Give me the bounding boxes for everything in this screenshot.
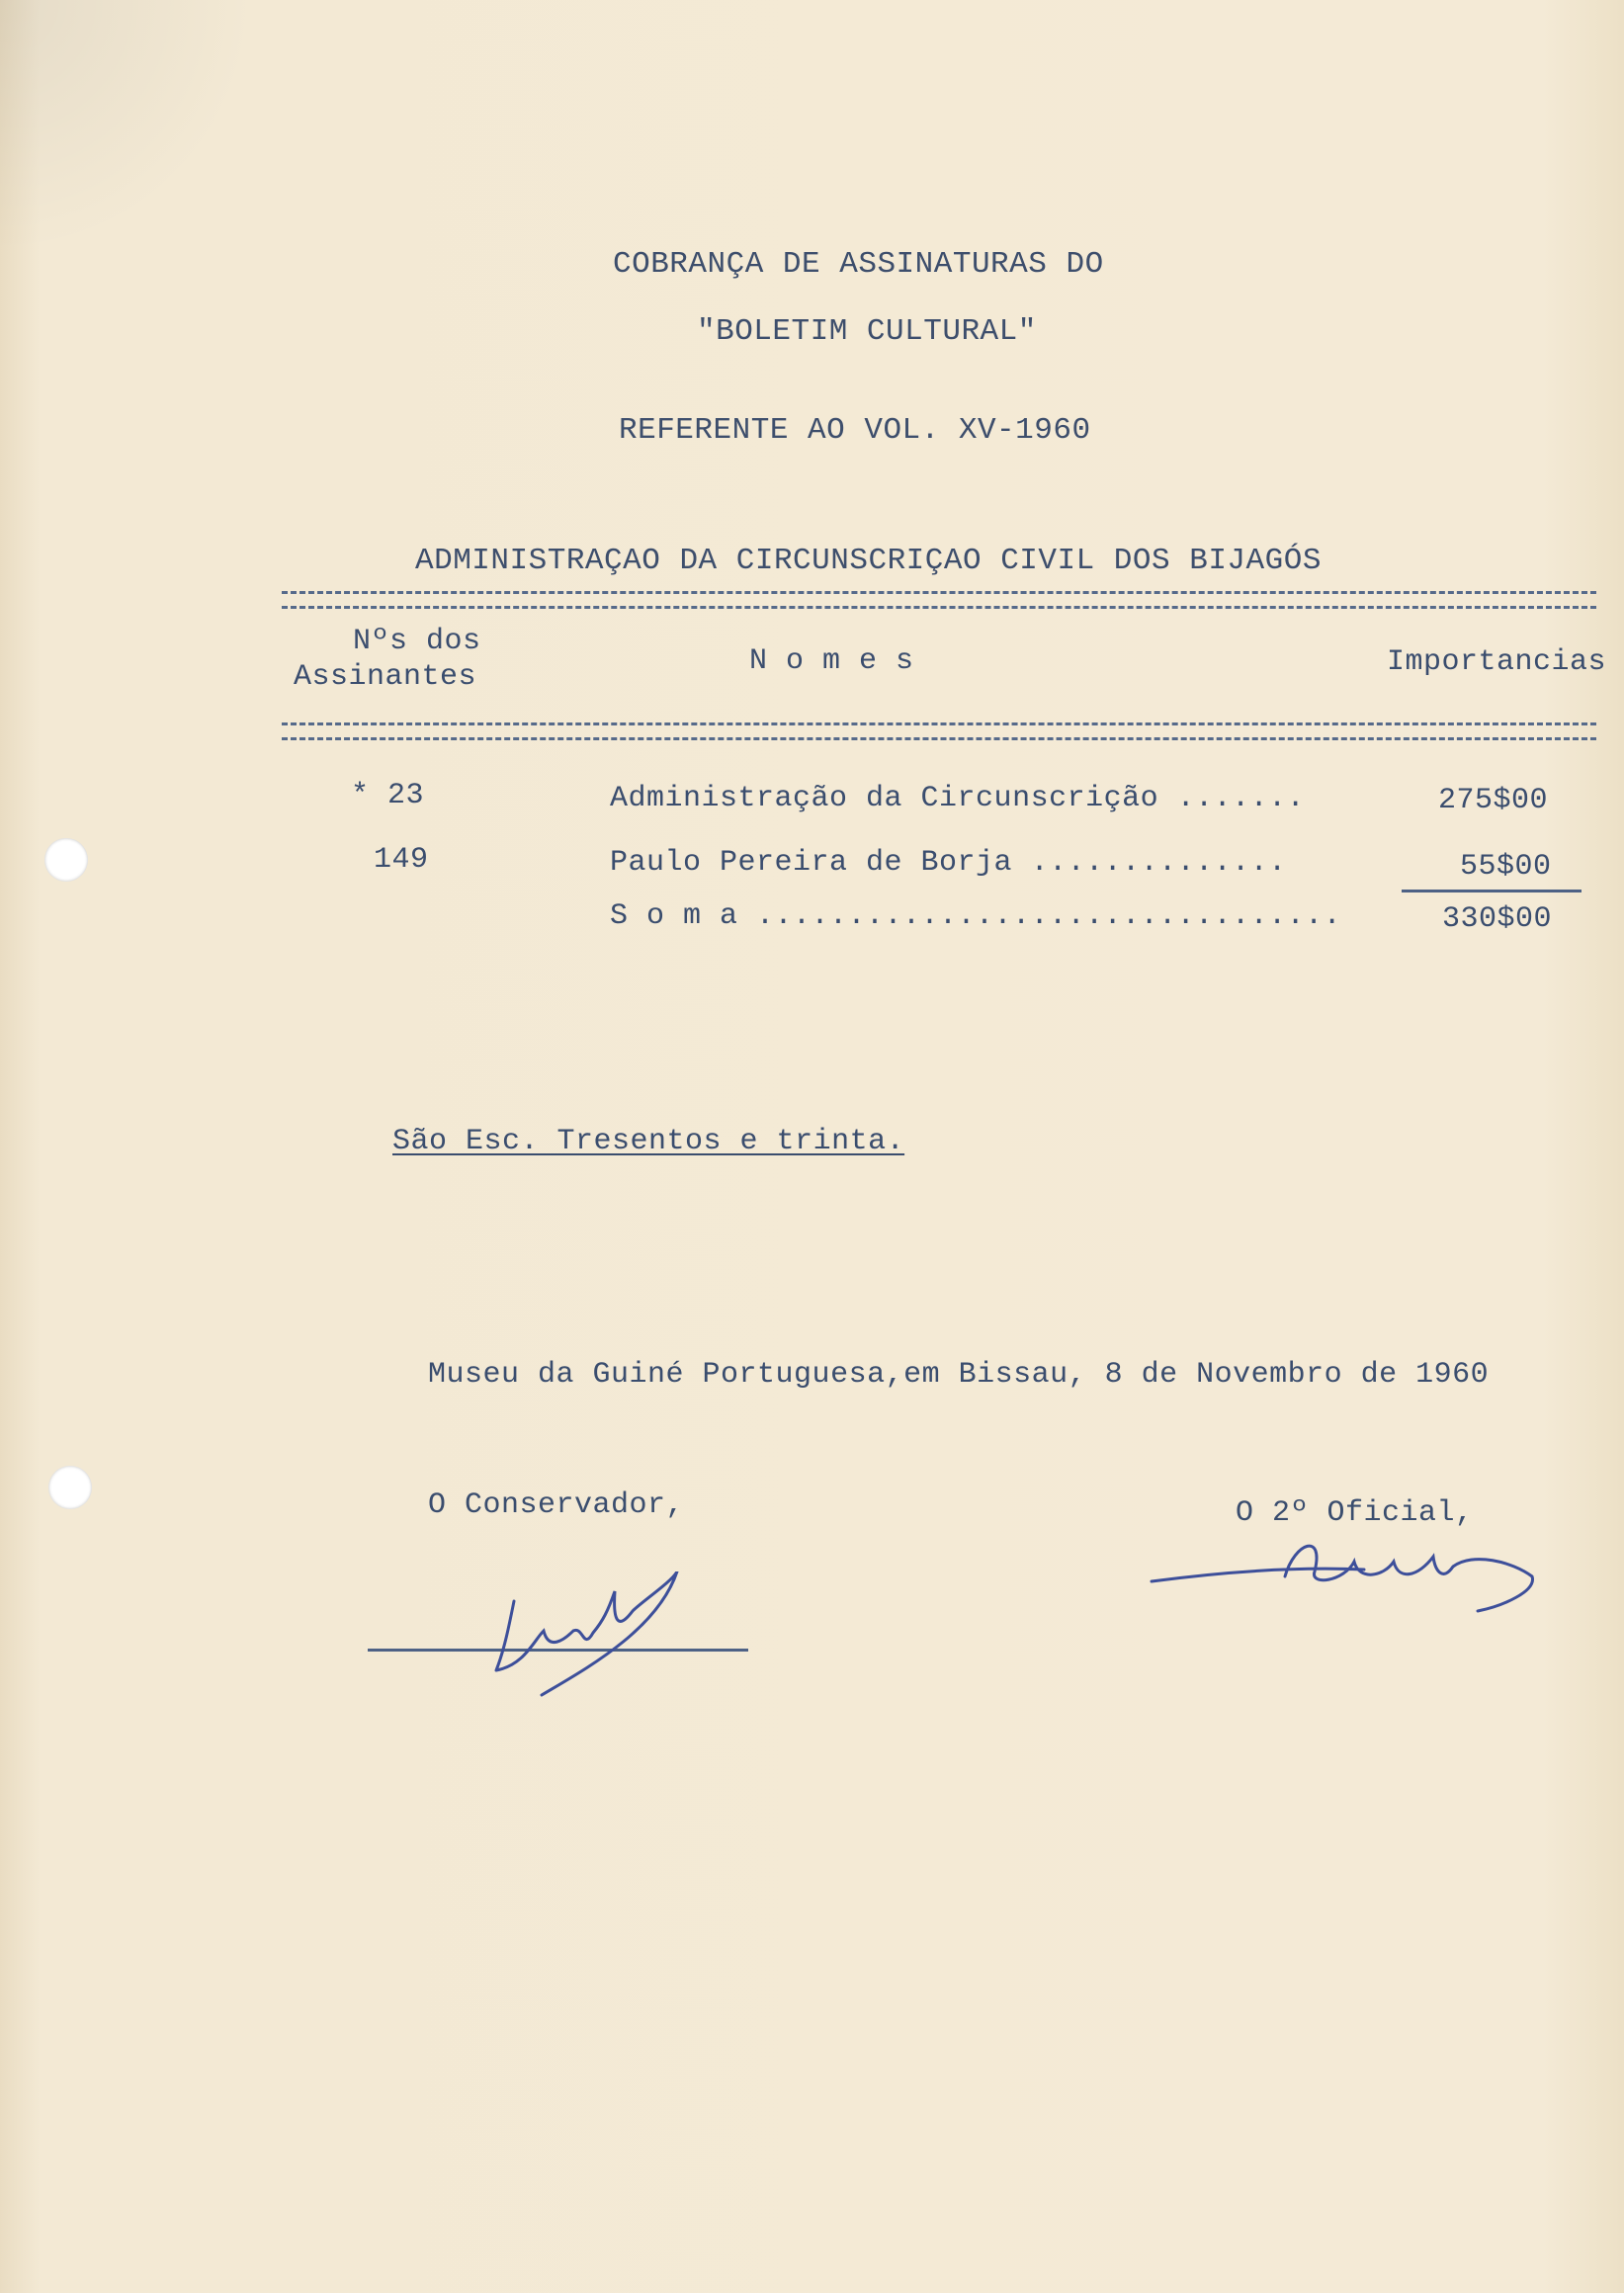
title-line-1: COBRANÇA DE ASSINATURAS DO	[613, 247, 1104, 282]
row-amount: 275$00	[1438, 784, 1549, 817]
col-header-amounts: Importancias	[1387, 645, 1607, 679]
sum-underline	[1402, 890, 1581, 892]
sum-label: S o m a ................................	[610, 899, 1342, 933]
double-rule-bottom	[282, 722, 1596, 740]
total-in-words: São Esc. Tresentos e trinta.	[392, 1125, 905, 1158]
paper-crease	[0, 0, 257, 257]
col-header-number-line2: Assinantes	[294, 660, 477, 694]
official-title: O 2º Oficial,	[1236, 1496, 1474, 1530]
administration-heading: ADMINISTRAÇAO DA CIRCUNSCRIÇAO CIVIL DOS BIJAGÓS	[415, 544, 1322, 578]
row-name: Paulo Pereira de Borja ..............	[610, 846, 1287, 880]
row-number: 149	[374, 843, 429, 877]
official-signature	[1147, 1522, 1562, 1621]
conservator-signature	[435, 1571, 692, 1700]
title-line-2: "BOLETIM CULTURAL"	[697, 314, 1037, 349]
row-number: * 23	[351, 779, 425, 812]
punch-hole-bottom	[48, 1466, 92, 1509]
col-header-names: N o m e s	[749, 644, 914, 678]
title-line-3: REFERENTE AO VOL. XV-1960	[619, 413, 1091, 448]
sum-amount: 330$00	[1442, 902, 1553, 936]
double-rule-top	[282, 591, 1596, 609]
punch-hole-top	[44, 838, 88, 882]
place-and-date: Museu da Guiné Portuguesa,em Bissau, 8 de Novembro de 1960	[428, 1358, 1490, 1392]
col-header-number-line1: Nºs dos	[353, 625, 481, 658]
row-name: Administração da Circunscrição .......	[610, 782, 1306, 815]
row-amount: 55$00	[1460, 850, 1552, 884]
conservator-title: O Conservador,	[428, 1488, 685, 1522]
